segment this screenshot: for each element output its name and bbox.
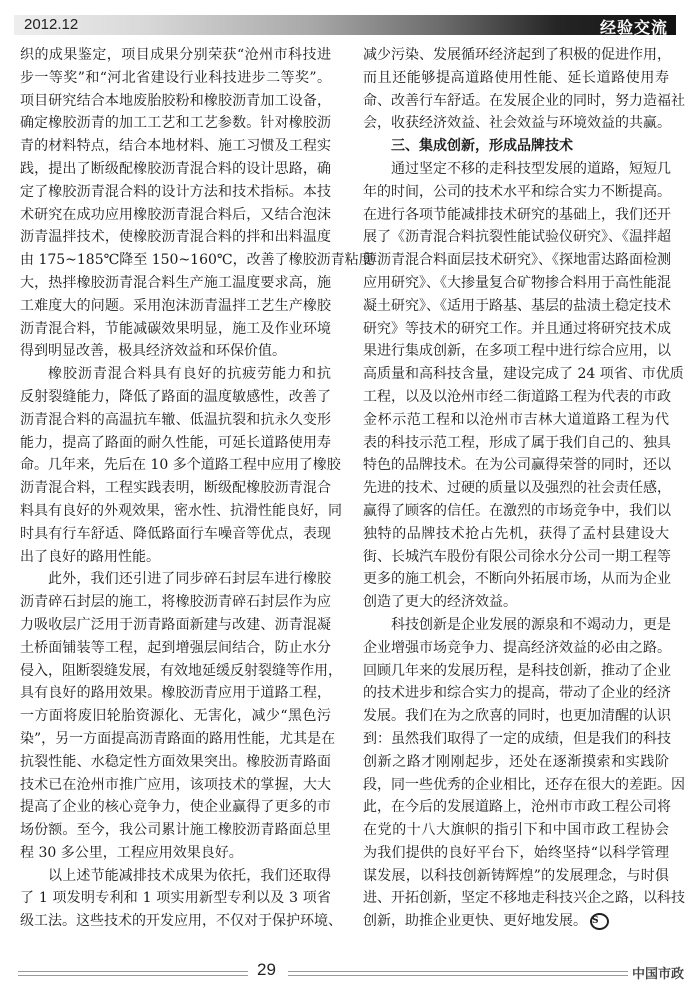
text-line-content: 的技术进步和综合实力的提高，带动了企业的经济	[363, 685, 671, 702]
text-line	[363, 454, 669, 477]
text-line-content: 侵入，阻断裂缝发展，有效地延缓反射裂缝等作用，	[20, 662, 342, 679]
text-line-content: 进、开拓创新，坚定不移地走科技兴企之路，以科技	[363, 890, 685, 907]
text-line	[20, 842, 331, 865]
text-line-content: 沥青混合料，工程实践表明，断级配橡胶沥青混合	[20, 480, 331, 497]
text-line-content: 研究》等技术的研究工作。并且通过将研究技术成	[363, 320, 671, 337]
text-line	[363, 705, 669, 728]
text-line-content: 一方面将废旧轮胎资源化、无害化，减少“黑色污	[20, 708, 331, 725]
text-line-content: 级工法。这些技术的开发应用，不仅对于保护环境、	[20, 913, 342, 930]
text-line	[363, 272, 669, 295]
text-line	[363, 682, 669, 705]
text-line-content: 展了《沥青混合料抗裂性能试验仪研究》、《温拌超	[363, 229, 671, 246]
text-line	[20, 546, 331, 569]
text-line	[20, 728, 336, 751]
text-line-content: 沥青温拌技术，使橡胶沥青混合料的拌和出料温度	[20, 229, 331, 246]
text-line	[363, 67, 669, 90]
text-line-content: 赢得了顾客的信任。在激烈的市场竞争中，我们以	[363, 502, 671, 519]
text-line-content: 出了良好的路用性能。	[20, 548, 160, 565]
text-line-content: 薄沥青混合料面层技术研究》、《探地雷达路面检测	[363, 252, 671, 269]
text-line-content: 沥青混合料的高温抗车辙、低温抗裂和抗永久变形	[20, 411, 331, 428]
text-line	[363, 728, 669, 751]
article-column-left	[20, 44, 373, 933]
text-line-content: 为我们提供的良好平台下，始终坚持“以科学管理	[363, 844, 669, 861]
text-line	[20, 682, 331, 705]
text-line	[20, 181, 331, 204]
issue-date: 2012.12	[24, 16, 79, 33]
text-line	[20, 318, 331, 341]
text-line-content: 提高了企业的核心竞争力，使企业赢得了更多的市	[20, 799, 331, 816]
text-line-content: 年的时间，公司的技术水平和综合实力不断提高。	[363, 183, 671, 200]
text-line-content: 料具有良好的外观效果，密水性、抗滑性能良好，同	[20, 502, 342, 519]
text-line	[363, 614, 669, 637]
text-line	[20, 500, 342, 523]
text-line	[363, 181, 669, 204]
text-line-content: 表的科技示范工程，形成了属于我们自己的、独具	[363, 434, 671, 451]
text-line-content: 应用研究》、《大掺量复合矿物掺合料用于高性能混	[363, 274, 671, 291]
text-line-content: 大，热拌橡胶沥青混合料生产施工温度要求高，施	[20, 274, 331, 291]
text-line	[20, 158, 331, 181]
text-line	[363, 158, 669, 181]
text-line	[20, 887, 331, 910]
text-line-content: 创新，助推企业更快、更好地发展。	[363, 913, 587, 930]
text-line-content: 在党的十八大旗帜的指引下和中国市政工程协会	[363, 822, 669, 839]
text-line	[363, 660, 669, 683]
text-line	[363, 865, 669, 888]
text-line	[363, 340, 669, 363]
paragraph	[363, 44, 685, 135]
text-line	[363, 295, 669, 318]
text-line	[363, 318, 669, 341]
text-line	[20, 705, 331, 728]
text-line	[20, 751, 331, 774]
text-line-content: 金杯示范工程和以沧州市吉林大道道路工程为代	[363, 411, 669, 428]
text-line-content: 工难度大的问题。采用泡沫沥青温拌工艺生产橡胶	[20, 297, 331, 314]
text-line-content: 命、改善行车舒适。在发展企业的同时，努力造福社	[363, 92, 685, 109]
text-line	[20, 477, 331, 500]
text-line-content: 此，在今后的发展道路上，沧州市市政工程公司将	[363, 799, 671, 816]
text-line-content: 高质量和高科技含量，建设完成了 24 项省、市优质	[363, 366, 684, 383]
text-line-content: 术研究在成功应用橡胶沥青混合料后，又结合泡沫	[20, 206, 331, 223]
text-line	[363, 591, 669, 614]
text-line-content: 先进的技术、过硬的质量以及强烈的社会责任感，	[363, 480, 671, 497]
text-line	[20, 90, 331, 113]
text-line-content: 由 175~185℃降至 150~160℃，改善了橡胶沥青粘度	[20, 252, 373, 269]
text-line-content: 命。几年来，先后在 10 多个道路工程中应用了橡胶	[20, 457, 341, 474]
text-line	[20, 796, 331, 819]
text-line	[20, 67, 331, 90]
text-line-content: 街、长城汽车股份有限公司徐水分公司一期工程等	[363, 548, 671, 565]
text-line	[363, 112, 669, 135]
text-line-content: 三、集成创新，形成品牌技术	[391, 138, 573, 155]
text-line	[20, 295, 331, 318]
text-line-content: 时具有行车舒适、降低路面行车噪音等优点，表现	[20, 525, 331, 542]
text-line	[363, 796, 669, 819]
text-line-content: 独特的品牌技术抢占先机，获得了孟村县建设大	[363, 525, 669, 542]
text-line	[20, 135, 331, 158]
text-line-content: 企业增强市场竞争力、提高经济效益的必由之路。	[363, 639, 671, 656]
text-line-content: 了 1 项发明专利和 1 项实用新型专利以及 3 项省	[20, 890, 331, 907]
text-line-content: 创造了更大的经济效益。	[363, 594, 517, 611]
text-line-content: 凝土研究》、《适用于路基、基层的盐渍土稳定技术	[363, 297, 671, 314]
text-line-content: 定了橡胶沥青混合料的设计方法和技术指标。本技	[20, 183, 331, 200]
text-line	[363, 432, 669, 455]
text-line-content: 技术已在沧州市推广应用，该项技术的掌握，大大	[20, 776, 331, 793]
text-line-content: 特色的品牌技术。在为公司赢得荣誉的同时，还以	[363, 457, 671, 474]
text-line-content: 此外，我们还引进了同步碎石封层车进行橡胶	[48, 571, 331, 588]
footer-rule-right	[288, 971, 628, 976]
text-line	[20, 363, 331, 386]
text-line	[20, 910, 342, 933]
text-line	[20, 523, 331, 546]
text-line-content: 而且还能够提高道路使用性能、延长道路使用寿	[363, 69, 669, 86]
paragraph	[20, 44, 373, 363]
text-line-content: 工程，以及以沧州市经二街道路工程为代表的市政	[363, 388, 671, 405]
text-line	[20, 568, 331, 591]
text-line	[20, 44, 331, 67]
text-line	[363, 523, 669, 546]
paragraph	[363, 158, 684, 614]
text-line-content: 发展。我们在为之欣喜的同时，也更加清醒的认识	[363, 708, 671, 725]
text-line	[363, 363, 684, 386]
text-line-content: 在进行各项节能减排技术研究的基础上，我们还开	[363, 206, 671, 223]
text-line-content: 通过坚定不移的走科技型发展的道路，短短几	[391, 160, 671, 177]
article-column-right	[363, 44, 685, 933]
text-line	[363, 637, 669, 660]
text-line	[20, 591, 331, 614]
text-line	[20, 386, 331, 409]
text-line-content: 橡胶沥青混合料具有良好的抗疲劳能力和抗	[48, 366, 331, 383]
text-line	[20, 432, 331, 455]
text-line-content: 创新之路才刚刚起步，还处在逐渐摸索和实践阶	[363, 753, 669, 770]
text-line-content: 减少污染、发展循环经济起到了积极的促进作用，	[363, 47, 671, 63]
text-line	[363, 477, 669, 500]
text-line	[20, 774, 331, 797]
text-line	[363, 910, 669, 933]
text-line-content: 践，提出了断级配橡胶沥青混合料的设计思路，确	[20, 160, 331, 177]
paragraph	[20, 568, 342, 864]
text-line	[363, 546, 669, 569]
text-line	[363, 226, 669, 249]
text-line	[363, 44, 669, 67]
text-line-content: 步一等奖”和“河北省建设行业科技进步二等奖”。	[20, 69, 331, 86]
section-title: 经验交流	[599, 20, 668, 37]
text-line	[20, 865, 331, 888]
paragraph	[363, 614, 685, 933]
text-line-content: 能力，提高了路面的耐久性能，可延长道路使用寿	[20, 434, 331, 451]
text-line-content: 沥青碎石封层的施工，将橡胶沥青碎石封层作为应	[20, 594, 331, 611]
text-line	[20, 204, 331, 227]
text-line	[363, 774, 685, 797]
text-line	[20, 614, 331, 637]
text-line	[363, 409, 669, 432]
text-line-content: 青的材料特点，结合本地材料、施工习惯及工程实	[20, 138, 331, 155]
text-line-content: 段，同一些优秀的企业相比，还存在很大的差距。因	[363, 776, 685, 793]
text-line-content: 到：虽然我们取得了一定的成绩，但是我们的科技	[363, 730, 671, 747]
text-line-content: 果进行集成创新，在多项工程中进行综合应用，以	[363, 343, 671, 360]
text-line-content: 土桥面铺装等工程，起到增强层间结合，防止水分	[20, 639, 331, 656]
text-line-content: 科技创新是企业发展的源泉和不竭动力，更是	[391, 616, 671, 633]
text-line	[363, 204, 669, 227]
text-line	[363, 135, 669, 158]
text-line	[363, 249, 669, 272]
text-line	[363, 751, 669, 774]
text-line-content: 力吸收层广泛用于沥青路面新建与改建、沥青混凝	[20, 616, 331, 633]
text-line-content: 谋发展，以科技创新铸辉煌”的发展理念，与时俱	[363, 867, 669, 884]
running-header	[14, 15, 676, 35]
text-line-content: 程 30 多公里，工程应用效果良好。	[20, 844, 243, 861]
text-line	[363, 500, 669, 523]
page-number: 29	[257, 960, 276, 979]
text-line	[20, 340, 331, 363]
text-line	[20, 112, 331, 135]
footer-rule-left	[18, 971, 248, 976]
paragraph	[20, 865, 342, 933]
text-line-content: 染”，另一方面提高沥青路面的路用性能，尤其是在	[20, 730, 336, 747]
text-line-content: 抗裂性能、水稳定性方面效果突出。橡胶沥青路面	[20, 753, 331, 770]
text-line	[20, 272, 331, 295]
text-line	[363, 568, 669, 591]
text-line-content: 回顾几年来的发展历程，是科技创新，推动了企业	[363, 662, 671, 679]
text-line	[363, 842, 669, 865]
text-line-content: 确定橡胶沥青的加工工艺和工艺参数。针对橡胶沥	[20, 115, 331, 132]
text-line	[20, 819, 331, 842]
text-line	[20, 226, 331, 249]
magazine-name: 中国市政	[632, 967, 685, 982]
page-footer	[0, 960, 693, 990]
text-line-content: 场份额。至今，我公司累计施工橡胶沥青路面总里	[20, 822, 331, 839]
text-line-content: 反射裂缝能力，降低了路面的温度敏感性，改善了	[20, 388, 331, 405]
text-line	[20, 454, 341, 477]
paragraph	[20, 363, 342, 568]
text-line-content: 具有良好的路用效果。橡胶沥青应用于道路工程，	[20, 685, 331, 702]
text-line-content: 沥青混合料，节能减碳效果明显，施工及作业环境	[20, 320, 331, 337]
text-line	[363, 90, 685, 113]
text-line	[20, 409, 331, 432]
text-line-content: 以上述节能减排技术成果为依托，我们还取得	[48, 867, 331, 884]
text-line	[363, 819, 669, 842]
text-line	[363, 386, 669, 409]
text-line-content: 会，收获经济效益、社会效益与环境效益的共赢。	[363, 115, 671, 132]
text-line-content: 项目研究结合本地废胎胶粉和橡胶沥青加工设备，	[20, 92, 331, 109]
text-line	[20, 637, 331, 660]
text-line-content: 织的成果鉴定，项目成果分别荣获“沧州市科技进	[20, 47, 331, 63]
text-line	[363, 887, 685, 910]
section-heading	[363, 135, 669, 158]
magazine-end-logo-icon: S	[590, 913, 609, 930]
text-line	[20, 660, 342, 683]
text-line-content: 更多的施工机会，不断向外拓展市场，从而为企业	[363, 571, 671, 588]
text-line	[20, 249, 373, 272]
text-line-content: 得到明显改善，极具经济效益和环保价值。	[20, 343, 286, 360]
